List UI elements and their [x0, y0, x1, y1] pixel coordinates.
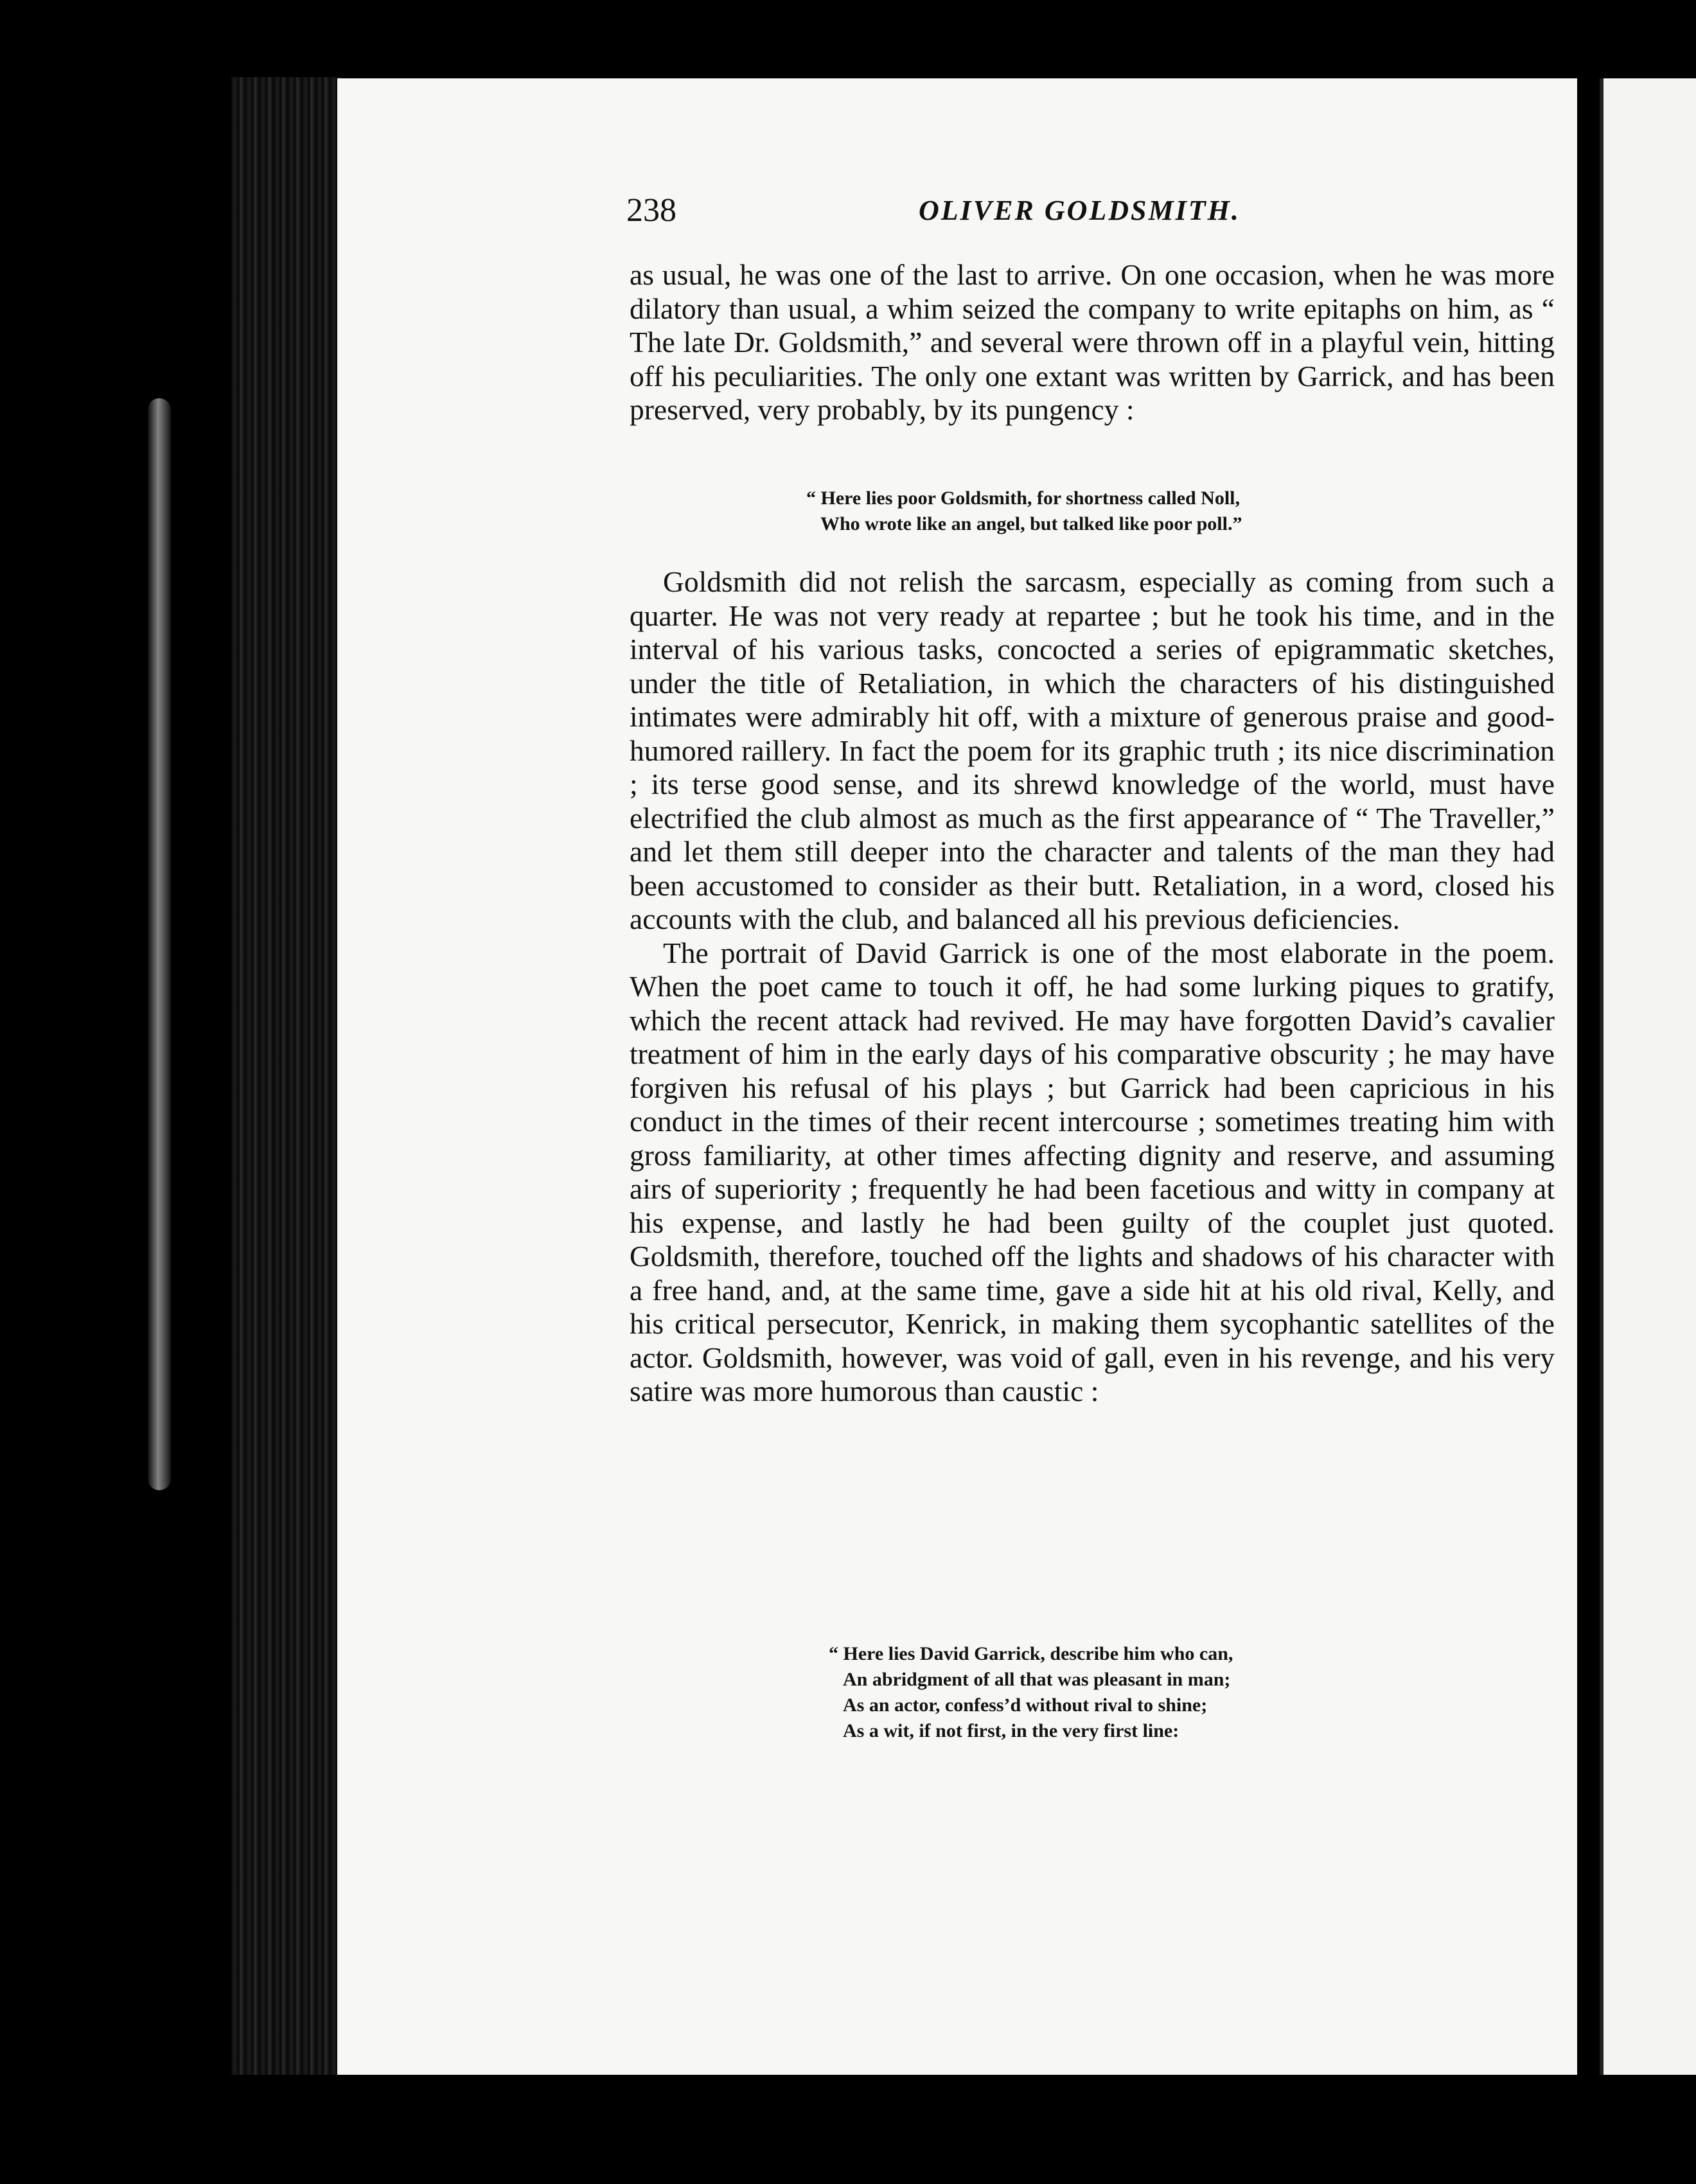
paragraph: as usual, he was one of the last to arrive. On one occasion, when he was more dilatory than usual, a whim seized the company to write epitaphs on him, as “ The late Dr. Goldsmith,” and several were thrown off in a playful vein, hitting off his peculiarities. The only one extant was written by Garrick, and has been preserved, very probably, by its pungency : [630, 258, 1555, 426]
page-number: 238 [626, 192, 676, 229]
running-title: OLIVER GOLDSMITH. [919, 195, 1241, 226]
verse-line: “ Here lies David Garrick, describe him who can, [829, 1643, 1233, 1664]
main-paragraph-block [630, 565, 1555, 1409]
book-spine [231, 77, 340, 2075]
spine-highlight [148, 398, 171, 1490]
verse-line: As a wit, if not first, in the very first line: [843, 1720, 1179, 1741]
verse-line: “ Here lies poor Goldsmith, for shortness called Noll, [806, 488, 1240, 509]
epitaph-verse-noll [806, 486, 1242, 537]
epitaph-verse-garrick [829, 1641, 1233, 1744]
running-head [626, 191, 1539, 236]
paragraph: Goldsmith did not relish the sarcasm, especially as coming from such a quarter. He was not very ready at repartee ; but he took his time, and in the interval of his various tasks, concocted a series of epigrammatic sketches, under the title of Retaliation, in which the characters of his distinguished intimates were admirably hit off, with a mixture of generous praise and good-humored raillery. In fact the poem for its graphic truth ; its nice discrimination ; its terse good sense, and its shrewd knowledge of the world, must have electrified the club almost as much as the first appearance of “ The Traveller,” and let them still deeper into the character and talents of the man they had been accustomed to consider as their butt. Retaliation, in a word, closed his accounts with the club, and balanced all his previous deficiencies. [630, 565, 1555, 935]
verse-line: Who wrote like an angel, but talked like poor poll.” [820, 513, 1242, 534]
verse-line: As an actor, confess’d without rival to shine; [843, 1695, 1208, 1716]
facing-page-edge [1600, 78, 1696, 2075]
paragraph: The portrait of David Garrick is one of the most elaborate in the poem. When the poet came to touch it off, he had some lurking piques to gratify, which the recent attack had revived. He may have forgotten David’s cavalier treatment of him in the early days of his comparative obscurity ; he may have forgiven his refusal of his plays ; but Garrick had been capricious in his conduct in the times of their recent intercourse ; sometimes treating him with gross familiarity, at other times affecting dignity and reserve, and assuming airs of superiority ; frequently he had been facetious and witty in company at his expense, and lastly he had been guilty of the couplet just quoted. Goldsmith, therefore, touched off the lights and shadows of his character with a free hand, and, at the same time, gave a side hit at his old rival, Kelly, and his critical persecutor, Kenrick, in making them sycophantic satellites of the actor. Goldsmith, however, was void of gall, even in his revenge, and his very satire was more humorous than caustic : [630, 936, 1555, 1407]
opening-paragraph-block [630, 258, 1555, 427]
verse-line: An abridgment of all that was pleasant in man; [843, 1669, 1231, 1690]
